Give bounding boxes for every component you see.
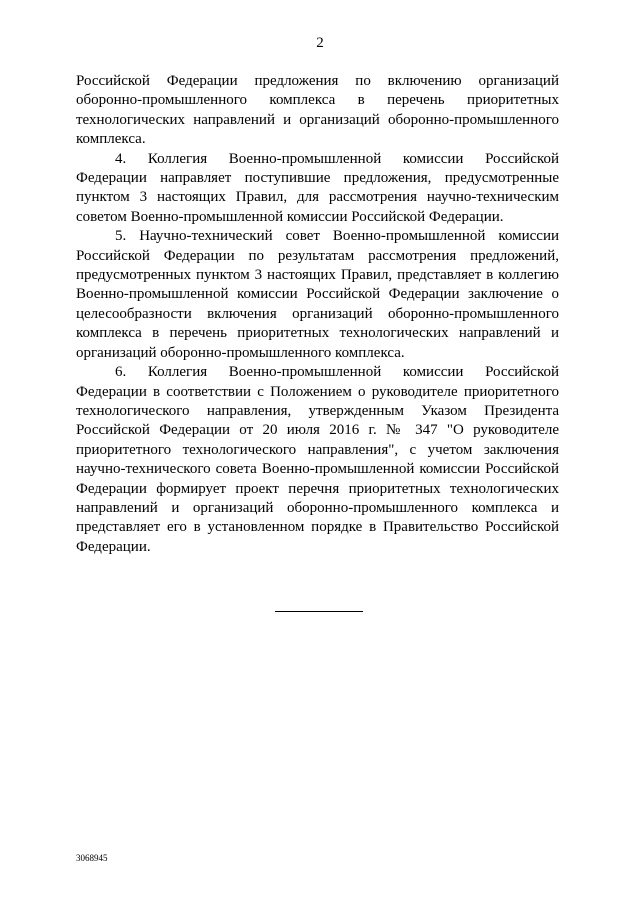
paragraph-item-6: 6. Коллегия Военно-промышленной комиссии Российской Федерации в соответствии с Положением о руководителе приоритетного технологического направления, утвержденным Указом Президента Российской Федерации от 20 июля 2016 г. № 347 "О руководителе приоритетного технологического направления", с учетом заключения научно-технического совета Военно-промышленной комиссии Российской Федерации формирует проект перечня приоритетных технологических направлений и организаций оборонно-промышленного комплекса и представляет его в установленном порядке в Правительство Российской Федерации.: [76, 364, 559, 555]
document-code: 3068945: [76, 853, 108, 863]
document-body: [76, 72, 559, 557]
paragraph-continuation: Российской Федерации предложения по включению организаций оборонно-промышленного комплекса в перечень приоритетных технологических направлений и организаций оборонно-промышленного комплекса.: [76, 73, 559, 148]
paragraph-item-5: 5. Научно-технический совет Военно-промышленной комиссии Российской Федерации по результатам рассмотрения предложений, предусмотренных пунктом 3 настоящих Правил, представляет в коллегию Военно-промышленной комиссии Российской Федерации заключение о целесообразности включения организаций оборонно-промышленного комплекса в перечень приоритетных технологических направлений и организаций оборонно-промышленного комплекса.: [76, 228, 559, 361]
end-divider: [275, 611, 363, 612]
page-number: 2: [316, 35, 324, 51]
paragraph-item-4: 4. Коллегия Военно-промышленной комиссии Российской Федерации направляет поступившие предложения, предусмотренные пунктом 3 настоящих Правил, для рассмотрения научно-техническим советом Военно-промышленной комиссии Российской Федерации.: [76, 150, 559, 225]
